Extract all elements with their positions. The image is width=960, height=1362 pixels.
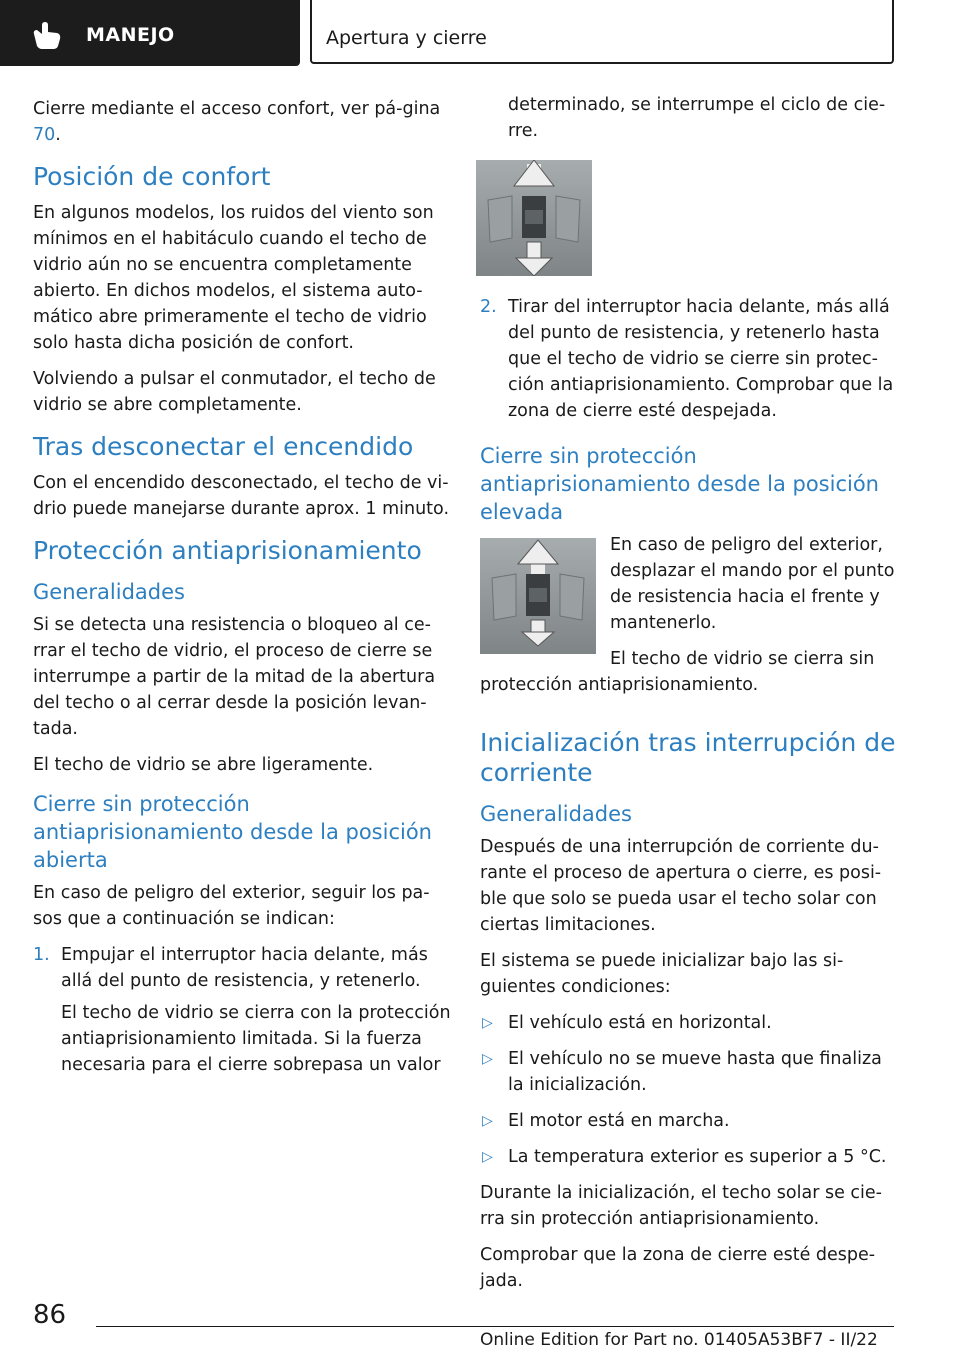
step-text: Tirar del interruptor hacia delante, más allá del punto de resistencia, y retenerlo hasta que el techo de vidrio se cierre sin protec-ción antiaprisionamiento. Comprobar que la zona de cierre esté despejada. [508, 297, 894, 421]
condition-item [480, 1108, 900, 1134]
section-label: MANEJO [86, 24, 175, 46]
step-1-note: El techo de vidrio se cierra con la protección antiaprisionamiento limitada. Si la fuerza necesaria para el cierre sobrepasa un valor [61, 1003, 451, 1075]
triangle-bullet-icon: ▷ [482, 1051, 493, 1067]
section-tab [0, 0, 300, 66]
step-number: 1. [33, 945, 50, 965]
heading-close-raised: Cierre sin protección antiaprisionamiento desde la posición elevada [480, 444, 879, 524]
condition-item [480, 1046, 900, 1098]
intro-text: Cierre mediante el acceso confort, ver pá-gina [33, 99, 441, 119]
chapter-tab [310, 0, 894, 64]
init-paragraph-3: Durante la inicialización, el techo solar se cie-rra sin protección antiaprisionamiento. [480, 1183, 882, 1229]
heading-pinch-protection: Protección antiaprisionamiento [33, 536, 422, 565]
general-paragraph-1: Si se detecta una resistencia o bloqueo al ce-rrar el techo de vidrio, el proceso de cierre se interrumpe a partir de la mitad de la abertura del techo o al cerrar desde la posición levan-tada. [33, 615, 436, 739]
ignition-paragraph: Con el encendido desconectado, el techo de vi-drio puede manejarse durante aprox. 1 minuto. [33, 473, 450, 519]
comfort-paragraph-1: En algunos modelos, los ruidos del viento son mínimos en el habitáculo cuando el techo de vidrio aún no se encuentra completamente abierto. En dichos modelos, el sistema auto-mático abre primeramente el techo de vidrio solo hasta dicha posición de confort. [33, 203, 434, 353]
footer-divider [96, 1326, 894, 1327]
intro-end: . [55, 125, 61, 145]
step-number: 2. [480, 297, 497, 317]
heading-general-2: Generalidades [480, 802, 632, 826]
intro-paragraph [33, 96, 451, 148]
step-2 [480, 294, 900, 424]
roof-switch-image-2 [480, 538, 596, 654]
init-paragraph-1: Después de una interrupción de corriente du-rante el proceso de apertura o cierre, es posi-ble que solo se pueda usar el techo solar con ciertas limitaciones. [480, 837, 882, 935]
heading-general: Generalidades [33, 580, 185, 604]
edition-label: Online Edition for Part no. 01405A53BF7 - II/22 [480, 1330, 878, 1350]
init-paragraph-4: Comprobar que la zona de cierre esté despe-jada. [480, 1245, 876, 1291]
page-number: 86 [33, 1300, 67, 1330]
heading-ignition: Tras desconectar el encendido [33, 432, 414, 461]
triangle-bullet-icon: ▷ [482, 1149, 493, 1165]
chapter-label: Apertura y cierre [326, 27, 487, 49]
raised-paragraph-1: En caso de peligro del exterior, desplazar el mando por el punto de resistencia hacia el frente y mantenerlo. [610, 535, 895, 633]
raised-paragraph-2: El techo de vidrio se cierra sin protección antiaprisionamiento. [480, 649, 875, 695]
condition-item [480, 1144, 900, 1170]
triangle-bullet-icon: ▷ [482, 1015, 493, 1031]
comfort-paragraph-2: Volviendo a pulsar el conmutador, el techo de vidrio se abre completamente. [33, 369, 436, 415]
condition-text: El vehículo no se mueve hasta que finaliza la inicialización. [508, 1049, 882, 1095]
left-column [33, 96, 451, 1088]
page-header [0, 0, 960, 66]
triangle-bullet-icon: ▷ [482, 1113, 493, 1129]
step-1 [33, 942, 451, 994]
heading-comfort: Posición de confort [33, 162, 271, 191]
condition-text: El motor está en marcha. [508, 1111, 730, 1131]
hand-icon [30, 22, 64, 50]
init-paragraph-2: El sistema se puede inicializar bajo las si-guientes condiciones: [480, 951, 844, 997]
heading-close-open: Cierre sin protección antiaprisionamiento desde la posición abierta [33, 792, 432, 872]
condition-text: La temperatura exterior es superior a 5 °C. [508, 1147, 887, 1167]
continued-note: determinado, se interrumpe el ciclo de cie-rre. [508, 95, 886, 141]
step-text: Empujar el interruptor hacia delante, más allá del punto de resistencia, y retenerlo. [61, 945, 428, 991]
condition-text: El vehículo está en horizontal. [508, 1013, 772, 1033]
heading-initialization: Inicialización tras interrupción de corriente [480, 728, 896, 787]
roof-switch-image [476, 160, 592, 276]
page-link[interactable]: 70 [33, 125, 56, 145]
condition-item [480, 1010, 900, 1036]
close-open-paragraph: En caso de peligro del exterior, seguir los pa-sos que a continuación se indican: [33, 883, 430, 929]
general-paragraph-2: El techo de vidrio se abre ligeramente. [33, 755, 374, 775]
right-column [480, 96, 900, 1304]
